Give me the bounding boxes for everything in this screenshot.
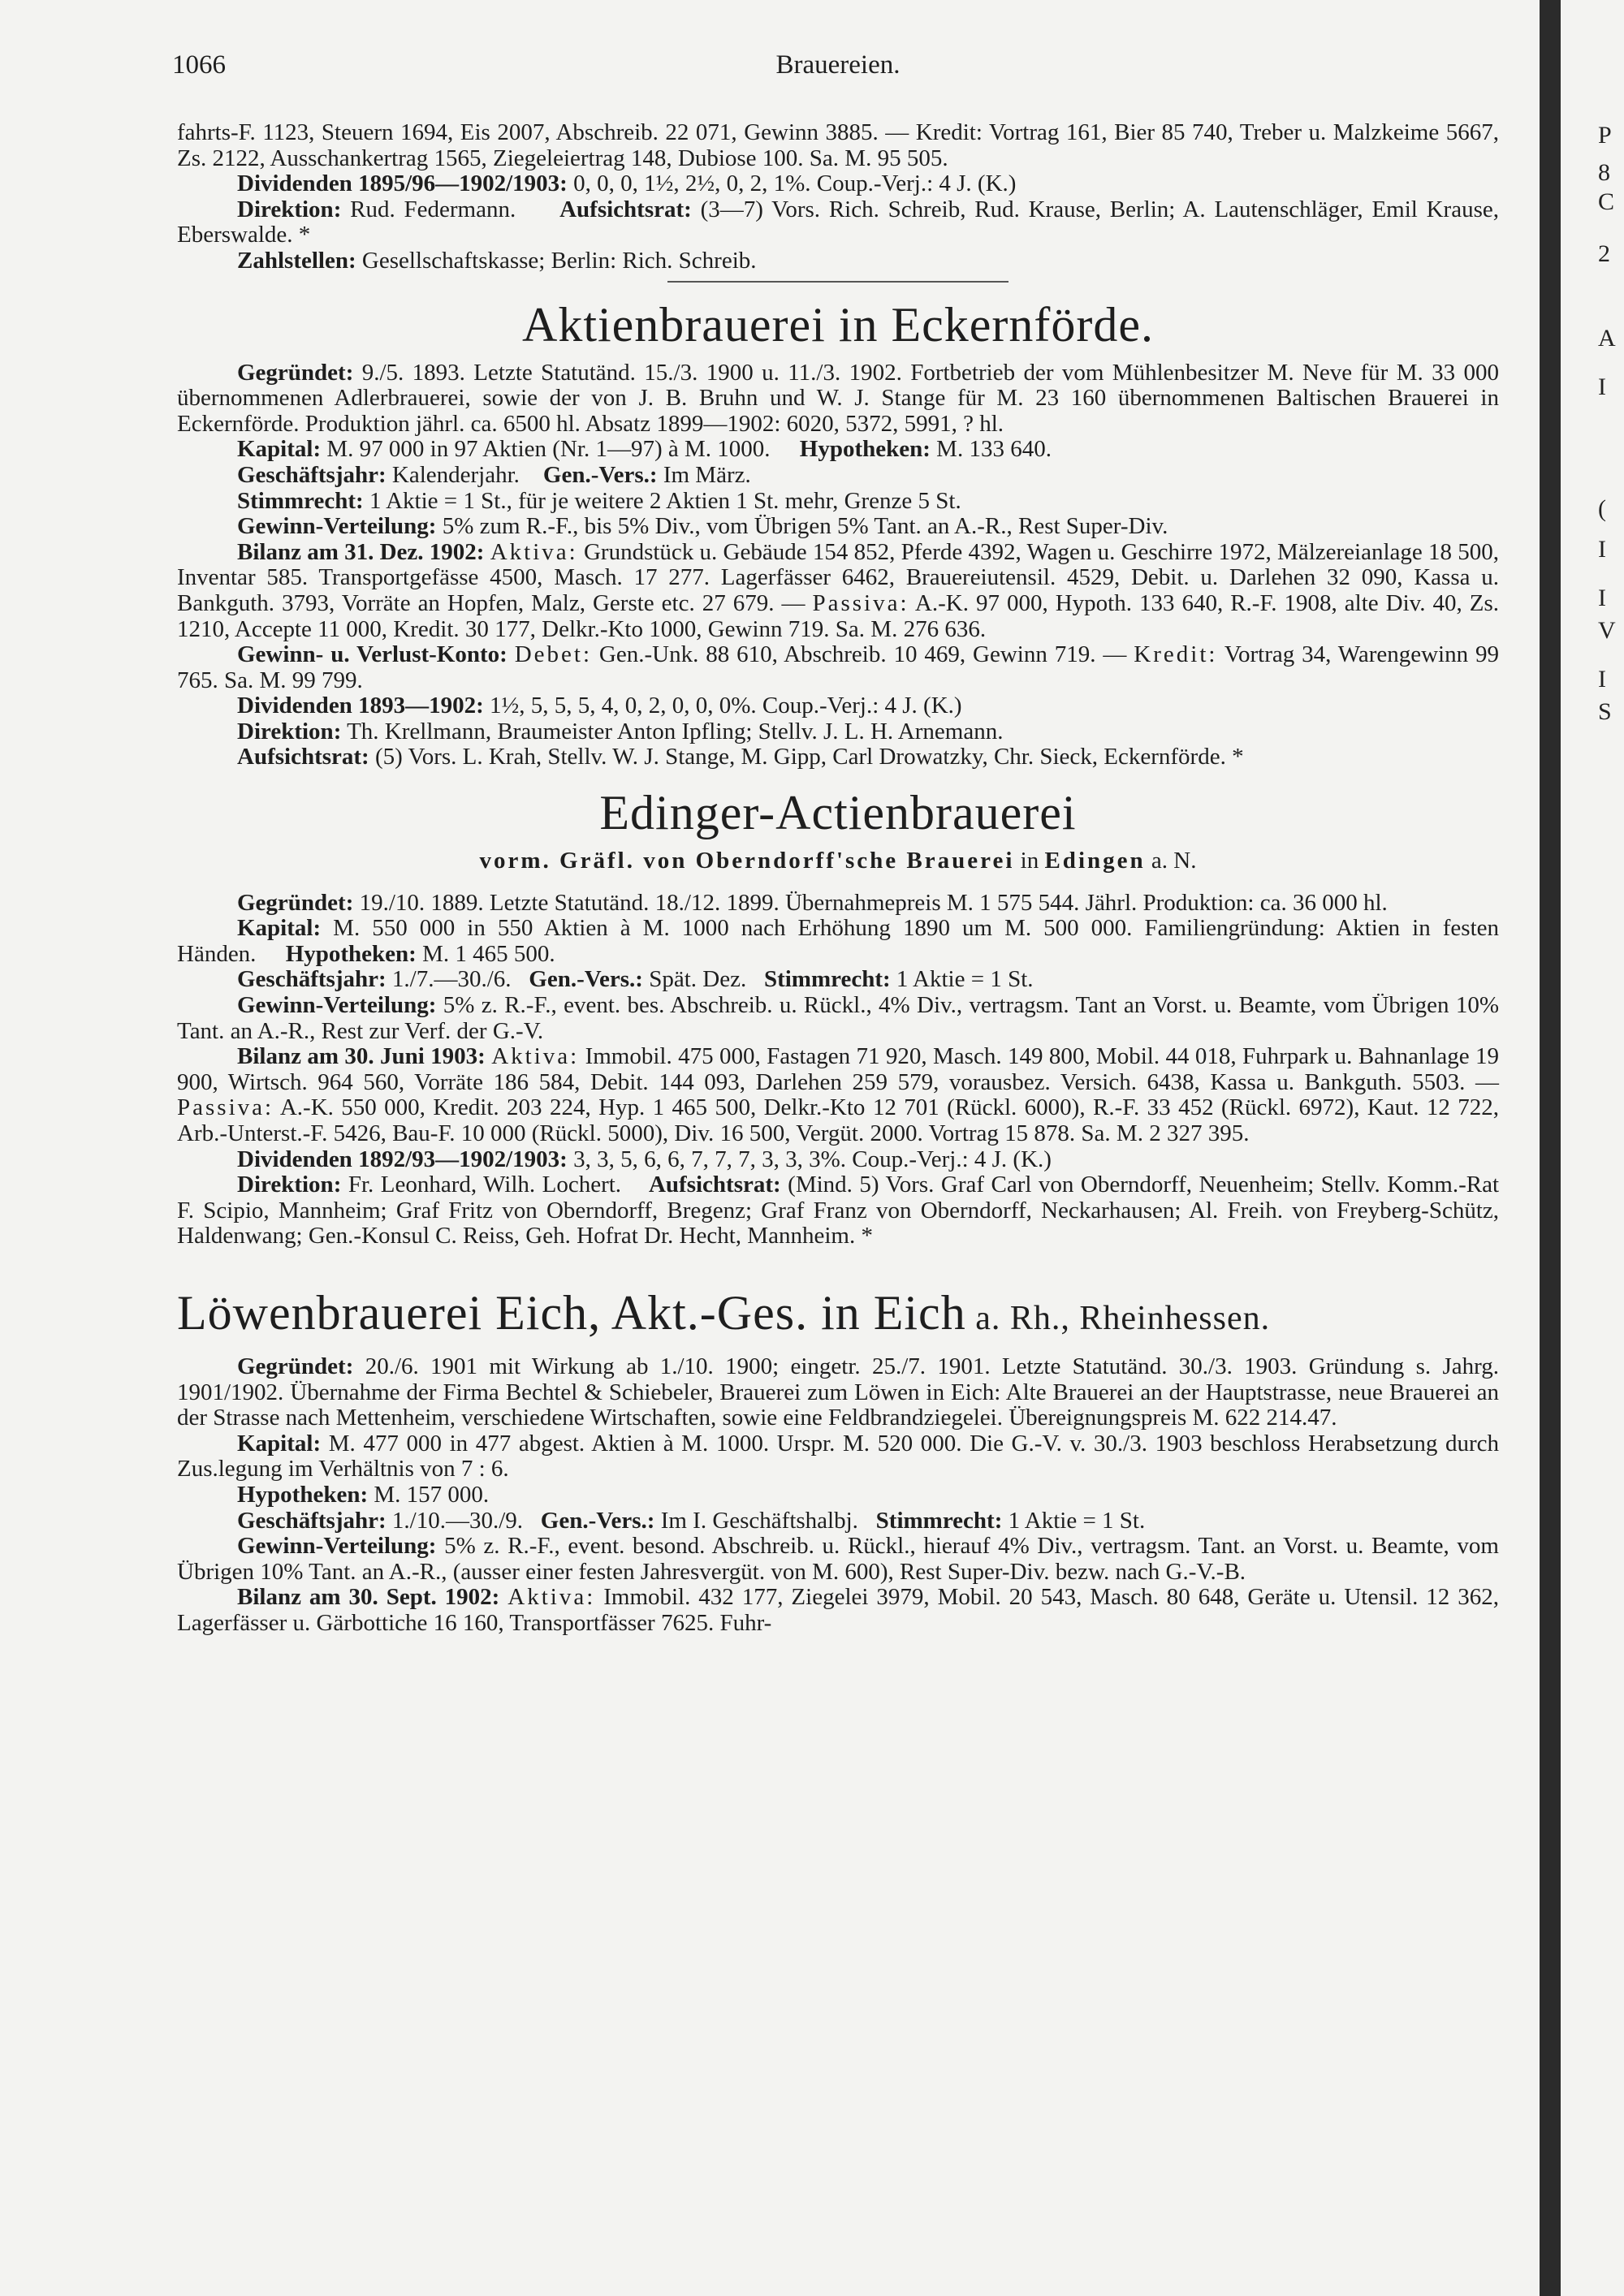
aufsichtsrat-label: Aufsichtsrat: <box>648 1172 781 1198</box>
genvers-value: Im März. <box>657 461 751 488</box>
hypotheken-value: M. 157 000. <box>368 1481 490 1508</box>
gewinnvert-value: 5% z. R.-F., event. bes. Abschreib. u. Rückl., 4% Div., vertragsm. Tant an Vorst. u. Beamte, vom Übrigen 10% Tant. an A.-R., Rest zur Verf. der G.-V. <box>177 992 1499 1044</box>
zahlstellen-line <box>177 248 1499 274</box>
dividenden-label: Dividenden 1892/93—1902/1903: <box>237 1146 568 1172</box>
gegruendet-value: 20./6. 1901 mit Wirkung ab 1./10. 1900; eingetr. 25./7. 1901. Letzte Statutänd. 30./3. 1903. Gründung s. Jahrg. 1901/1902. Übernahme der Firma Bechtel & Schiebeler, Brauerei zum Löwen in Eich: Alte Brauerei an der Hauptstrasse, neue Brauerei an der Strasse nach Mettenheim, verschiedene Wirtschaften, sowie eine Feldbrandziegelei. Übereignungspreis M. 622 214.47. <box>177 1353 1499 1431</box>
dividenden-line <box>177 693 1499 719</box>
guv-continuation: fahrts-F. 1123, Steuern 1694, Eis 2007, Abschreib. 22 071, Gewinn 3885. — Kredit: Vortrag 161, Bier 85 740, Treber u. Malzkeime 5667, Zs. 2122, Ausschankertrag 1565, Ziegeleiertrag 148, Dubiose 100. Sa. M. 95 505. <box>177 119 1499 171</box>
aufsichtsrat-value: (Mind. 5) Vors. Graf Carl von Oberndorff, Neuenheim; Stellv. Komm.-Rat F. Scipio, Mannheim; Graf Fritz von Oberndorff, Bregenz; Graf Franz von Oberndorff, Neckarhausen; Al. Freih. von Freyberg-Schütz, Haldenwang; Gen.-Konsul C. Reiss, Geh. Hofrat Dr. Hecht, Mannheim. * <box>177 1172 1499 1249</box>
guv-kredit-value: Vortrag 34, Warengewinn 99 765. Sa. M. 99 799. <box>177 641 1500 693</box>
subtitle-former-name: vorm. Gräfl. von Oberndorff'sche Brauerei <box>479 848 1015 874</box>
bilanz-line <box>177 1585 1499 1636</box>
bilanz-label: Bilanz am 30. Sept. 1902: <box>237 1584 500 1611</box>
edge-mark: I <box>1598 666 1606 693</box>
page-content <box>177 120 1499 1637</box>
page-number: 1066 <box>172 50 226 80</box>
hypotheken-label: Hypotheken: <box>285 940 417 967</box>
kapital-value: M. 477 000 in 477 abgest. Aktien à M. 1000. Urspr. M. 520 000. Die G.-V. v. 30./3. 1903 beschloss Herabsetzung durch Zus.legung im Verhältnis von 7 : 6. <box>177 1430 1499 1482</box>
bilanz-passiva-value: A.-K. 550 000, Kredit. 203 224, Hyp. 1 465 500, Delkr.-Kto 12 701 (Rückl. 6000), R.-F. 33 452 (Rückl. 6972), Kaut. 12 722, Arb.-Unterst.-F. 5426, Bau-F. 10 000 (Rückl. 5000), Div. 16 500, Vergüt. 2000. Vortrag 15 878. Sa. M. 2 327 395. <box>177 1094 1499 1146</box>
kapital-value: M. 97 000 in 97 Aktien (Nr. 1—97) à M. 1000. <box>321 436 771 463</box>
geschaeftsjahr-line <box>177 967 1499 993</box>
running-title: Brauereien. <box>775 50 901 80</box>
direktion-line <box>177 719 1499 745</box>
geschaeftsjahr-value: Kalenderjahr. <box>386 461 520 488</box>
zahlstellen-label: Zahlstellen: <box>237 247 356 274</box>
entry-continuation <box>177 120 1499 283</box>
gewinnvert-line <box>177 514 1499 540</box>
section-divider <box>667 281 1009 283</box>
gegruendet-line <box>177 360 1499 438</box>
bilanz-passiva-value: A.-K. 97 000, Hypoth. 133 640, R.-F. 1908, alte Div. 40, Zs. 1210, Accepte 11 000, Kredit. 30 177, Delkr.-Kto 1000, Gewinn 719. Sa. M. 276 636. <box>177 589 1499 642</box>
direktion-value: Th. Krellmann, Braumeister Anton Ipfling; Stellv. J. L. H. Arnemann. <box>341 718 1004 744</box>
stimmrecht-label: Stimmrecht: <box>237 487 364 514</box>
direktion-label: Direktion: <box>237 196 342 222</box>
geschaeftsjahr-line <box>177 1508 1499 1534</box>
stimmrecht-label: Stimmrecht: <box>763 966 891 993</box>
edge-mark: S <box>1598 698 1612 725</box>
genvers-value: Spät. Dez. <box>642 966 747 993</box>
aufsichtsrat-label: Aufsichtsrat: <box>559 196 692 222</box>
subtitle-suffix: a. N. <box>1145 848 1197 874</box>
genvers-label: Gen.-Vers.: <box>529 966 643 993</box>
stimmrecht-value: 1 Aktie = 1 St., für je weitere 2 Aktien 1 St. mehr, Grenze 5 St. <box>363 487 961 514</box>
edge-mark: I <box>1598 373 1606 400</box>
gegruendet-label: Gegründet: <box>237 1353 354 1379</box>
gewinnvert-label: Gewinn-Verteilung: <box>237 992 437 1019</box>
page-header <box>172 50 1504 91</box>
genvers-label: Gen.-Vers.: <box>540 1507 655 1534</box>
edge-mark: P <box>1598 122 1612 149</box>
entry-title: Edinger-Actienbrauerei <box>599 786 1077 840</box>
gegruendet-value: 19./10. 1889. Letzte Statutänd. 18./12. 1899. Übernahmepreis M. 1 575 544. Jährl. Produktion: ca. 36 000 hl. <box>353 889 1388 916</box>
direktion-label: Direktion: <box>237 1172 342 1198</box>
dividenden-label: Dividenden 1893—1902: <box>237 693 484 719</box>
gewinnvert-label: Gewinn-Verteilung: <box>237 1533 437 1560</box>
direktion-line <box>177 1172 1499 1249</box>
direktion-label: Direktion: <box>237 718 342 744</box>
entry-edingen <box>177 787 1499 1249</box>
binding-edge <box>1540 0 1561 2296</box>
bilanz-line <box>177 540 1499 642</box>
entry-title: Aktienbrauerei in Eckernförde. <box>522 297 1154 352</box>
hypotheken-line <box>177 1482 1499 1508</box>
gewinnvert-label: Gewinn-Verteilung: <box>237 513 437 540</box>
aktiva-label: Aktiva: <box>508 1584 596 1611</box>
hypotheken-label: Hypotheken: <box>237 1481 369 1508</box>
geschaeftsjahr-label: Geschäftsjahr: <box>237 461 387 488</box>
entry-subtitle <box>177 848 1499 874</box>
edge-mark: 2 <box>1598 240 1610 267</box>
genvers-label: Gen.-Vers.: <box>542 461 658 488</box>
bilanz-aktiva-value: Immobil. 475 000, Fastagen 71 920, Masch. 149 800, Mobil. 44 018, Fuhrpark u. Bahnanlage 19 900, Wirtsch. 964 560, Vorräte 186 584, Debit. 144 093, Darlehen 259 579, vorausbez. Versich. 6438, Kassa u. Bankguth. 5503. — <box>177 1043 1500 1095</box>
guv-line <box>177 642 1499 693</box>
gegruendet-label: Gegründet: <box>237 359 354 386</box>
dividenden-value: 3, 3, 5, 6, 6, 7, 7, 7, 3, 3, 3%. Coup.-Verj.: 4 J. (K.) <box>567 1146 1052 1172</box>
direktion-value: Fr. Leonhard, Wilh. Lochert. <box>341 1172 622 1198</box>
aufsichtsrat-label: Aufsichtsrat: <box>237 744 369 770</box>
entry-eich <box>177 1287 1499 1637</box>
gegruendet-line <box>177 891 1499 917</box>
edge-mark: I <box>1598 585 1606 611</box>
aufsichtsrat-value: (3—7) Vors. Rich. Schreib, Rud. Krause, Berlin; A. Lautenschläger, Emil Krause, Eberswalde. * <box>177 196 1499 248</box>
kapital-label: Kapital: <box>237 1430 322 1457</box>
kapital-label: Kapital: <box>237 436 322 463</box>
gewinnvert-line <box>177 993 1499 1044</box>
kapital-label: Kapital: <box>237 915 322 942</box>
dividenden-line <box>177 1147 1499 1173</box>
edge-mark: 8 <box>1598 159 1610 186</box>
bilanz-label: Bilanz am 31. Dez. 1902: <box>237 538 485 565</box>
gewinnvert-value: 5% zum R.-F., bis 5% Div., vom Übrigen 5% Tant. an A.-R., Rest Super-Div. <box>436 513 1168 540</box>
bilanz-aktiva-value: Grundstück u. Gebäude 154 852, Pferde 4392, Wagen u. Geschirre 1972, Mälzereianlage 18 500, Inventar 585. Transportgefässe 4500, Masch. 17 277. Lagerfässer 6462, Brauereiutensil. 4529, Debit. u. Darlehen 32 090, Kassa u. Bankguth. 3793, Vorräte an Hopfen, Malz, Gerste etc. 27 679. — <box>177 538 1500 616</box>
gewinnvert-line <box>177 1534 1499 1585</box>
dividenden-label: Dividenden 1895/96—1902/1903: <box>237 170 568 197</box>
hypotheken-label: Hypotheken: <box>799 436 931 463</box>
guv-label: Gewinn- u. Verlust-Konto: <box>237 641 508 668</box>
edge-mark: C <box>1598 188 1615 215</box>
dividenden-value: 0, 0, 0, 1½, 2½, 0, 2, 1%. Coup.-Verj.: 4 J. (K.) <box>567 170 1017 197</box>
direktion-line <box>177 197 1499 248</box>
kapital-line <box>177 916 1499 967</box>
zahlstellen-value: Gesellschaftskasse; Berlin: Rich. Schreib. <box>356 247 757 274</box>
dividenden-value: 1½, 5, 5, 5, 4, 0, 2, 0, 0, 0%. Coup.-Verj.: 4 J. (K.) <box>483 693 962 719</box>
bilanz-line <box>177 1044 1499 1146</box>
subtitle-in: in <box>1014 848 1045 874</box>
debet-label: Debet: <box>514 641 593 668</box>
passiva-label: Passiva: <box>812 589 909 616</box>
direktion-value: Rud. Federmann. <box>341 196 516 222</box>
entry-eckernfoerde <box>177 299 1499 771</box>
subtitle-place: Edingen <box>1044 848 1146 874</box>
gegruendet-label: Gegründet: <box>237 889 354 916</box>
stimmrecht-value: 1 Aktie = 1 St. <box>1002 1507 1146 1534</box>
kapital-value: M. 550 000 in 550 Aktien à M. 1000 nach Erhöhung 1890 um M. 500 000. Familiengründung: Aktien in festen Händen. <box>177 915 1499 967</box>
gegruendet-line <box>177 1354 1499 1431</box>
bilanz-aktiva-value: Immobil. 432 177, Ziegelei 3979, Mobil. 20 543, Masch. 80 648, Geräte u. Utensil. 12 362, Lagerfässer u. Gärbottiche 16 160, Transportfässer 7625. Fuhr- <box>177 1584 1499 1636</box>
geschaeftsjahr-label: Geschäftsjahr: <box>237 1507 387 1534</box>
kredit-label: Kredit: <box>1134 641 1218 668</box>
bilanz-label: Bilanz am 30. Juni 1903: <box>237 1043 486 1070</box>
geschaeftsjahr-label: Geschäftsjahr: <box>237 966 387 993</box>
aufsichtsrat-value: (5) Vors. L. Krah, Stellv. W. J. Stange, M. Gipp, Carl Drowatzky, Chr. Sieck, Eckernförde. * <box>369 744 1244 770</box>
gewinnvert-value: 5% z. R.-F., event. besond. Abschreib. u. Rückl., hierauf 4% Div., vertragsm. Tant. an Vorst. u. Beamte, vom Übrigen 10% Tant. an A.-R., (ausser einer festen Jahresvergüt. von M. 600), Rest Super-Div. bezw. nach G.-V.-B. <box>177 1533 1499 1585</box>
gegruendet-value: 9./5. 1893. Letzte Statutänd. 15./3. 1900 u. 11./3. 1902. Fortbetrieb der vom Mühlenbesitzer M. Neve für M. 33 000 übernommenen Adlerbrauerei, sowie der von J. B. Bruhn und W. J. Stange für M. 23 160 übernommenen Baltischen Brauerei in Eckernförde. Produktion jährl. ca. 6500 hl. Absatz 1899—1902: 6020, 5372, 5991, ? hl. <box>177 359 1499 437</box>
entry-title-tail: a. Rh., Rheinhessen. <box>965 1299 1271 1337</box>
genvers-value: Im I. Geschäftshalbj. <box>654 1507 858 1534</box>
dividenden-line <box>177 171 1499 197</box>
geschaeftsjahr-value: 1./7.—30./6. <box>386 966 512 993</box>
geschaeftsjahr-line <box>177 463 1499 489</box>
edge-mark: I <box>1598 536 1606 563</box>
aufsichtsrat-line <box>177 744 1499 770</box>
aktiva-label: Aktiva: <box>491 1043 580 1070</box>
aktiva-label: Aktiva: <box>490 538 578 565</box>
stimmrecht-label: Stimmrecht: <box>875 1507 1003 1534</box>
geschaeftsjahr-value: 1./10.—30./9. <box>386 1507 524 1534</box>
edge-mark: V <box>1598 617 1616 644</box>
passiva-label: Passiva: <box>177 1094 274 1121</box>
kapital-line <box>177 1431 1499 1482</box>
stimmrecht-value: 1 Aktie = 1 St. <box>890 966 1034 993</box>
hypotheken-value: M. 1 465 500. <box>416 940 555 967</box>
edge-mark: ( <box>1598 495 1606 522</box>
entry-title-main: Löwenbrauerei Eich, Akt.-Ges. in Eich <box>177 1285 966 1340</box>
kapital-line <box>177 437 1499 463</box>
edge-mark: A <box>1598 325 1616 352</box>
entry-title <box>177 1287 1499 1344</box>
stimmrecht-line <box>177 489 1499 515</box>
hypotheken-value: M. 133 640. <box>930 436 1052 463</box>
guv-debet-value: Gen.-Unk. 88 610, Abschreib. 10 469, Gewinn 719. — <box>592 641 1127 668</box>
